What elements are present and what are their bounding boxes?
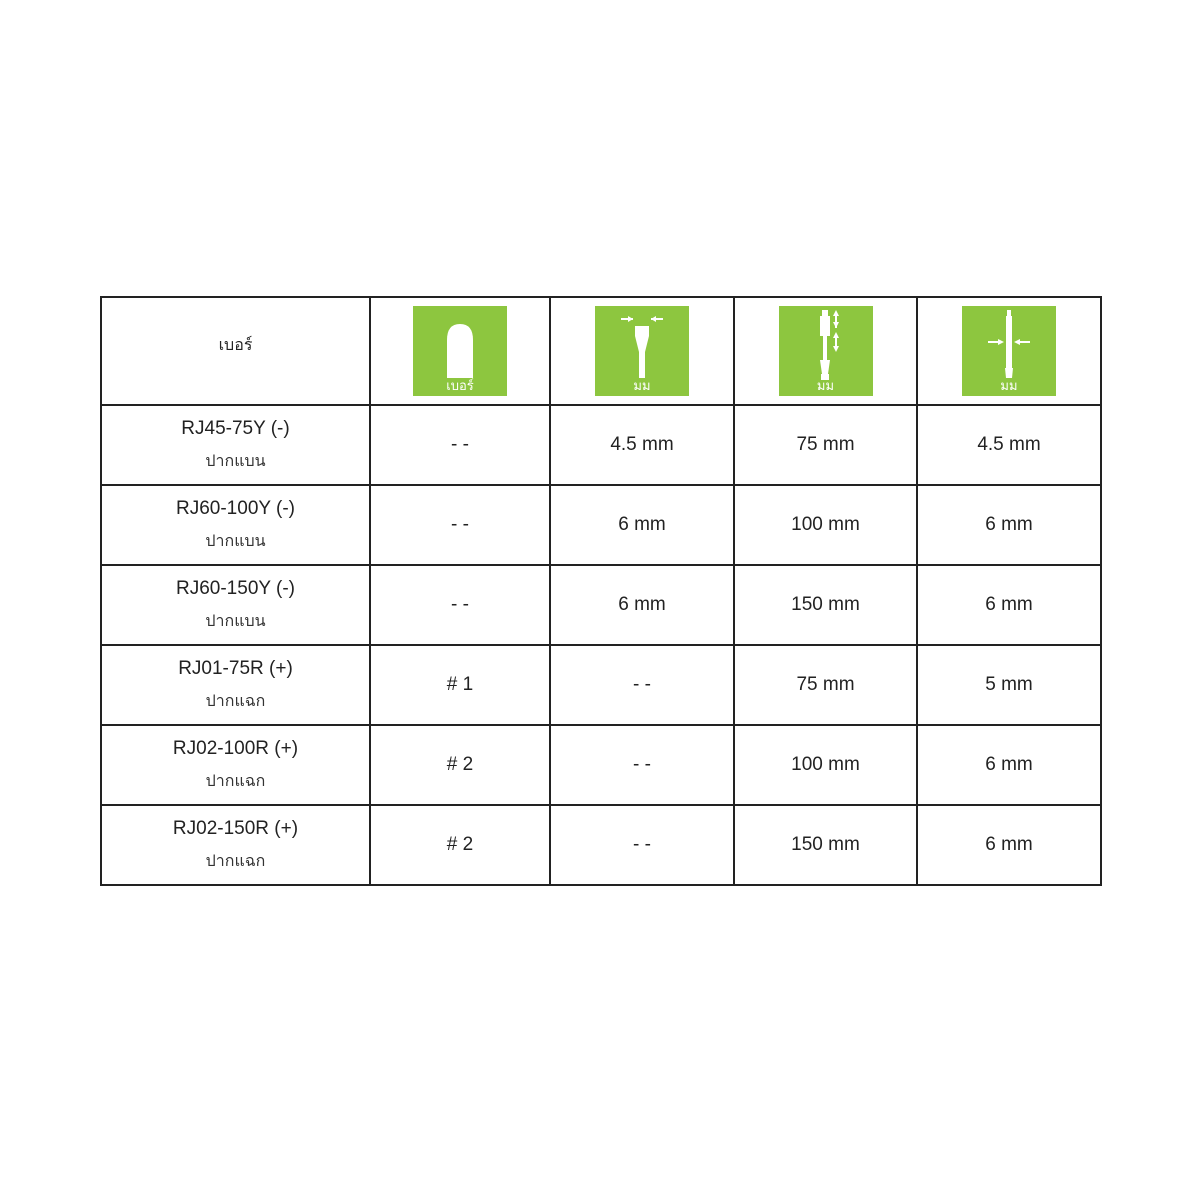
tip-size-cell: # 2 [370,725,550,805]
shaft-diameter-cell: 6 mm [917,565,1101,645]
table-row [101,645,1101,725]
icon-caption: มม [1000,379,1018,394]
shaft-diameter-cell: 6 mm [917,805,1101,885]
model-name: RJ01-75R (+) [178,658,293,679]
model-name: RJ60-100Y (-) [176,498,295,519]
shaft-length-cell: 150 mm [734,805,917,885]
header-label-cell [101,297,370,405]
model-cell [101,405,370,485]
table-row [101,805,1101,885]
tip-size-cell: # 1 [370,645,550,725]
icon-caption: มม [633,379,651,394]
blade-width-icon [595,306,689,396]
table-row [101,485,1101,565]
header-tip-cell [370,297,550,405]
tip-type: ปากแฉก [205,851,266,870]
blade-width-cell: - - [550,805,734,885]
model-cell [101,645,370,725]
blade-width-cell: 6 mm [550,565,734,645]
shaft-diameter-cell: 5 mm [917,645,1101,725]
blade-width-cell: - - [550,645,734,725]
table-row [101,405,1101,485]
model-cell [101,565,370,645]
blade-width-cell: - - [550,725,734,805]
model-name: RJ02-150R (+) [172,818,299,839]
model-name: RJ60-150Y (-) [176,578,295,599]
tip-type: ปากแฉก [205,771,266,790]
tip-type: ปากแฉก [205,691,266,710]
shaft-length-cell: 75 mm [734,645,917,725]
header-diameter-cell [917,297,1101,405]
tip-type: ปากแบน [205,451,266,470]
model-cell [101,805,370,885]
header-length-cell [734,297,917,405]
icon-caption: เบอร์ [446,379,474,394]
blade-width-cell: 6 mm [550,485,734,565]
shaft-length-cell: 100 mm [734,485,917,565]
shaft-length-icon [779,306,873,396]
tip-size-cell: - - [370,485,550,565]
header-blade-cell [550,297,734,405]
tip-size-cell: - - [370,405,550,485]
spec-table [100,296,1102,886]
model-name: RJ02-100R (+) [172,738,299,759]
table-row [101,725,1101,805]
tip-size-cell: # 2 [370,805,550,885]
blade-width-cell: 4.5 mm [550,405,734,485]
shaft-length-cell: 75 mm [734,405,917,485]
icon-caption: มม [816,379,835,394]
model-cell [101,485,370,565]
shaft-length-cell: 150 mm [734,565,917,645]
shaft-diameter-cell: 6 mm [917,485,1101,565]
model-name: RJ45-75Y (-) [181,418,290,439]
header-label: เบอร์ [218,334,253,354]
tip-type: ปากแบน [205,611,266,630]
tip-type: ปากแบน [205,531,266,550]
phillips-tip-icon [413,306,507,396]
shaft-diameter-cell: 6 mm [917,725,1101,805]
tip-size-cell: - - [370,565,550,645]
shaft-diameter-icon [962,306,1056,396]
shaft-length-cell: 100 mm [734,725,917,805]
shaft-diameter-cell: 4.5 mm [917,405,1101,485]
header-row [101,297,1101,405]
table-row [101,565,1101,645]
model-cell [101,725,370,805]
